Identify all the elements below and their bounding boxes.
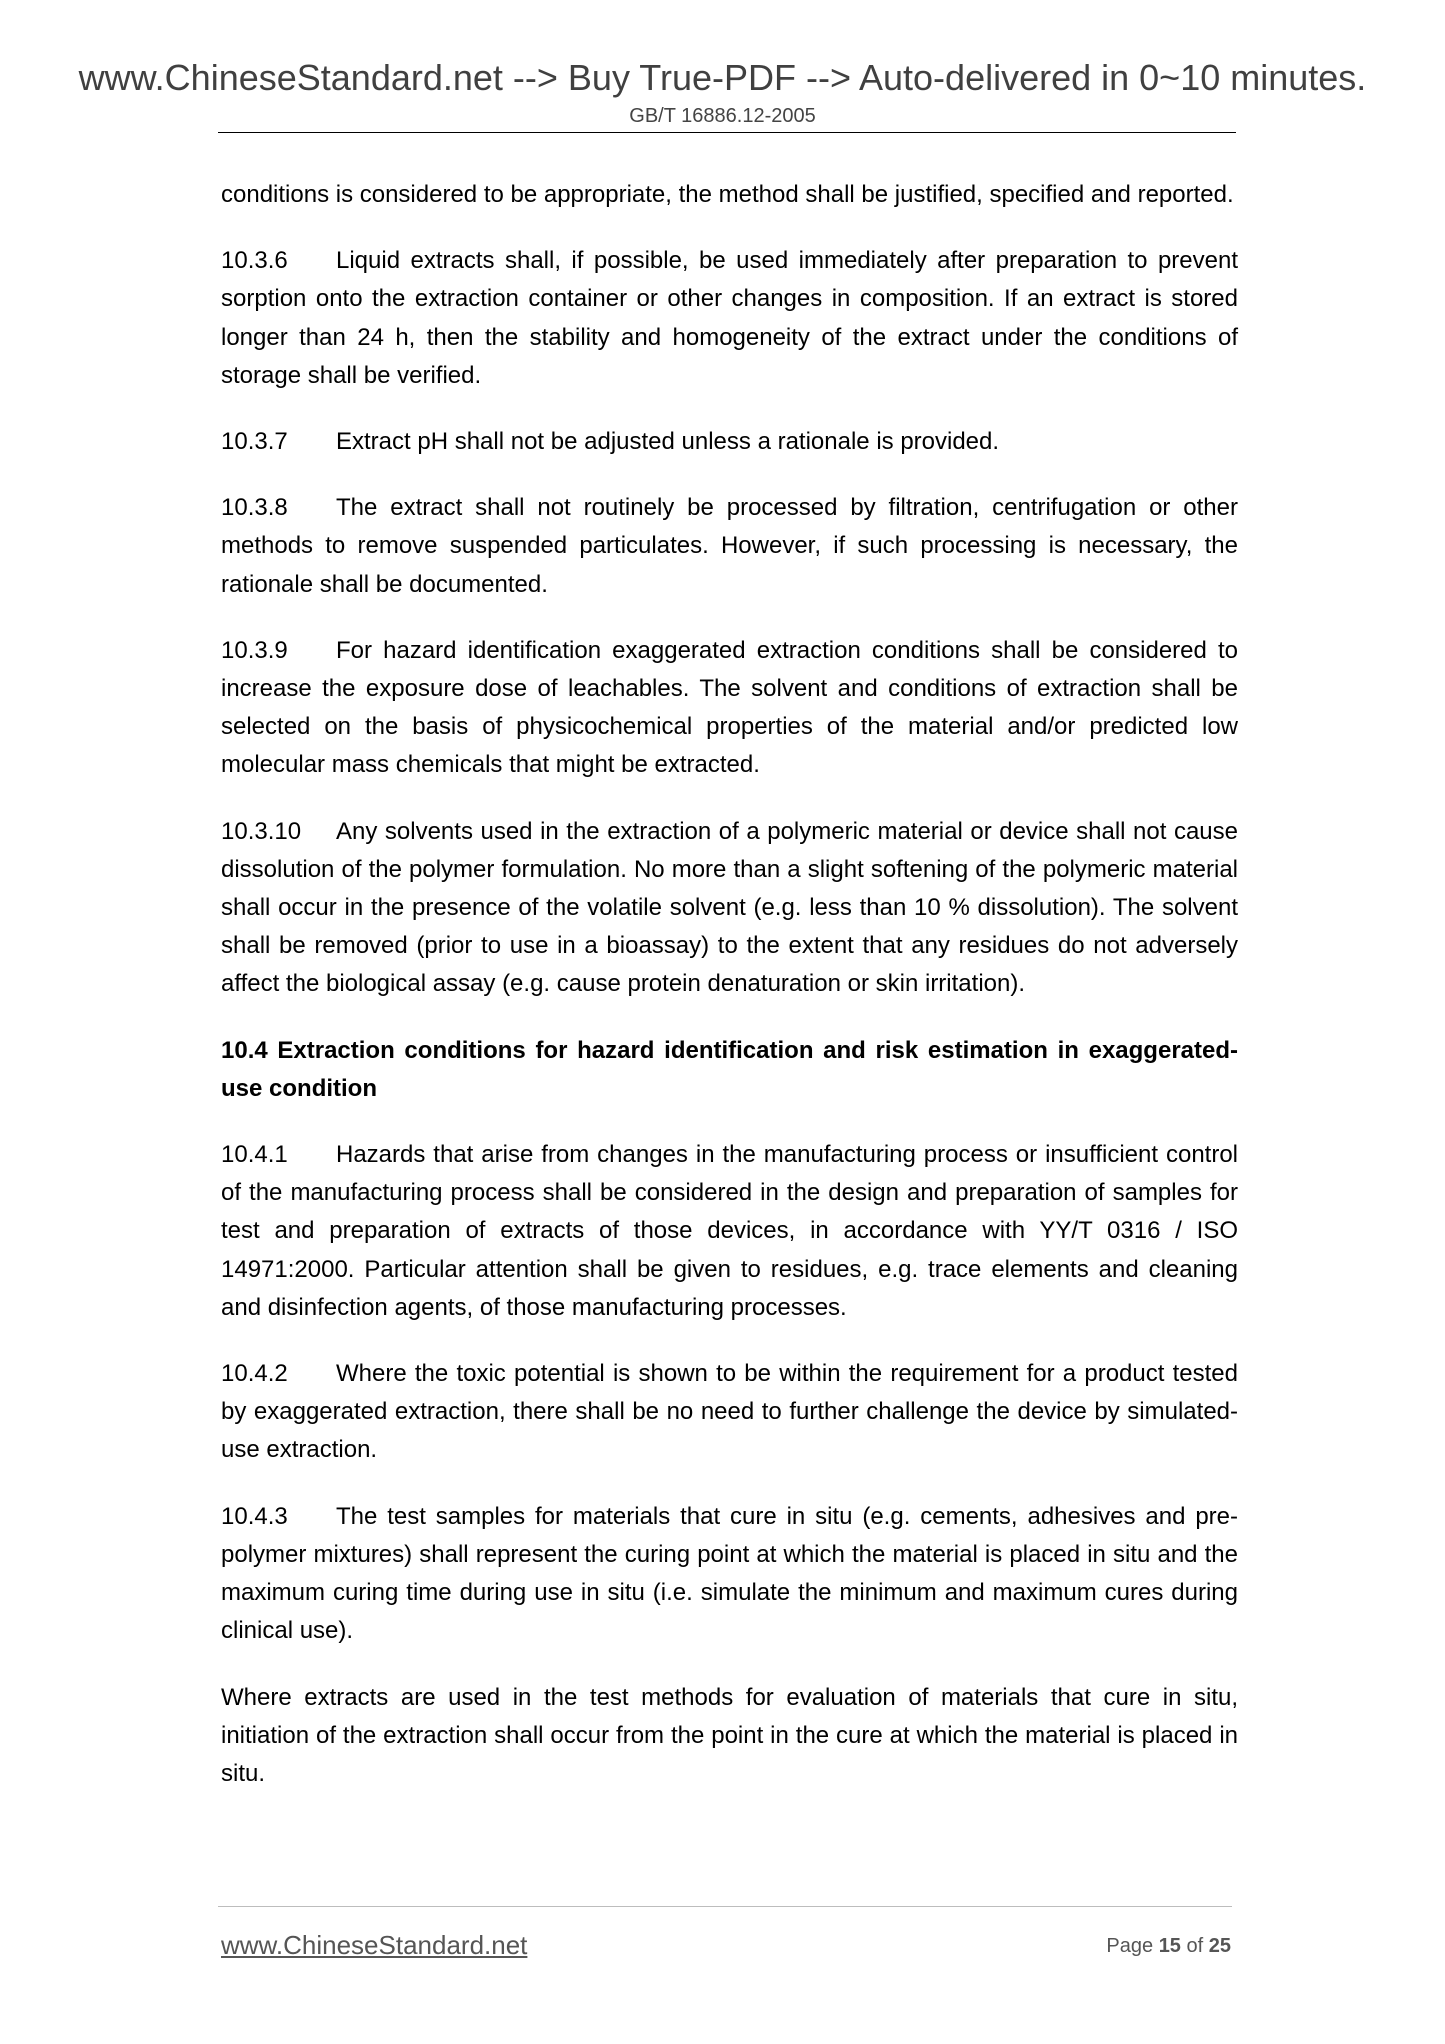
clause-text: Where the toxic potential is shown to be within the requirement for a product tested by exaggerated extraction, there shall be no need to further challenge the device by simulated-use extraction. bbox=[221, 1360, 1238, 1464]
clause-number: 10.3.8 bbox=[221, 494, 288, 522]
site-banner: www.ChineseStandard.net --> Buy True-PDF --> Auto-delivered in 0~10 minutes. bbox=[78, 57, 1367, 98]
section-heading: 10.4 Extraction conditions for hazard identification and risk estimation in exaggerated-use condition bbox=[221, 1036, 1238, 1102]
header-divider bbox=[218, 132, 1236, 133]
footer-divider bbox=[218, 1906, 1232, 1907]
clause-10-3-7 bbox=[221, 423, 1238, 461]
page-of-label: of bbox=[1186, 1935, 1204, 1957]
clause-number: 10.4.3 bbox=[221, 1502, 288, 1530]
clause-10-3-8 bbox=[221, 489, 1238, 604]
clause-number: 10.3.9 bbox=[221, 636, 288, 664]
paragraph-continuation: conditions is considered to be appropriate, the method shall be justified, specified and reported. bbox=[221, 181, 1234, 208]
clause-number: 10.3.10 bbox=[221, 817, 302, 845]
clause-10-3-10 bbox=[221, 813, 1238, 1004]
clause-10-4-3 bbox=[221, 1498, 1238, 1651]
clause-number: 10.4.2 bbox=[221, 1360, 288, 1388]
current-page: 15 bbox=[1158, 1935, 1181, 1957]
clause-text: Liquid extracts shall, if possible, be used immediately after preparation to prevent sorption onto the extraction container or other changes in composition. If an extract is stored longer than 24 h, then the stability and homogeneity of the extract under the conditions of storage shall be verified. bbox=[221, 247, 1238, 389]
clause-text: The test samples for materials that cure in situ (e.g. cements, adhesives and pre-polymer mixtures) shall represent the curing point at which the material is placed in situ and the maximum curing time during use in situ (i.e. simulate the minimum and maximum cures during clinical use). bbox=[221, 1502, 1238, 1645]
clause-10-4-1 bbox=[221, 1136, 1238, 1327]
clause-text: Any solvents used in the extraction of a polymeric material or device shall not cause dissolution of the polymer formulation. No more than a slight softening of the polymeric material shall occur in the presence of the volatile solvent (e.g. less than 10 % dissolution). The solvent shall be removed (prior to use in a bioassay) to the extent that any residues do not adversely affect the biological assay (e.g. cause protein denaturation or skin irritation). bbox=[221, 817, 1238, 998]
document-body bbox=[221, 176, 1238, 1793]
standard-code: GB/T 16886.12-2005 bbox=[629, 105, 816, 127]
clause-number: 10.4.1 bbox=[221, 1141, 288, 1169]
clause-number: 10.3.7 bbox=[221, 428, 288, 456]
clause-number: 10.3.6 bbox=[221, 247, 288, 275]
clause-text: The extract shall not routinely be processed by filtration, centrifugation or other methods to remove suspended particulates. However, if such processing is necessary, the rationale shall be documented. bbox=[221, 494, 1238, 598]
page-number bbox=[1106, 1933, 1231, 1959]
footer-site-link[interactable]: www.ChineseStandard.net bbox=[221, 1930, 528, 1960]
clause-10-4-2 bbox=[221, 1355, 1238, 1470]
clause-text: Extract pH shall not be adjusted unless a rationale is provided. bbox=[336, 428, 1000, 456]
paragraph-final: Where extracts are used in the test methods for evaluation of materials that cure in situ, initiation of the extraction shall occur from the point in the cure at which the material is placed in situ. bbox=[221, 1683, 1238, 1787]
total-pages: 25 bbox=[1208, 1935, 1231, 1957]
clause-text: Hazards that arise from changes in the manufacturing process or insufficient control of the manufacturing process shall be considered in the design and preparation of samples for test and preparation of extracts of those devices, in accordance with YY/T 0316 / ISO 14971:2000. Particular attention shall be given to residues, e.g. trace elements and cleaning and disinfection agents, of those manufacturing processes. bbox=[221, 1141, 1238, 1321]
clause-10-3-9 bbox=[221, 632, 1238, 785]
clause-10-3-6 bbox=[221, 242, 1238, 395]
clause-text: For hazard identification exaggerated extraction conditions shall be considered to increase the exposure dose of leachables. The solvent and conditions of extraction shall be selected on the basis of physicochemical properties of the material and/or predicted low molecular mass chemicals that might be extracted. bbox=[221, 636, 1238, 779]
page-label: Page bbox=[1106, 1935, 1154, 1957]
